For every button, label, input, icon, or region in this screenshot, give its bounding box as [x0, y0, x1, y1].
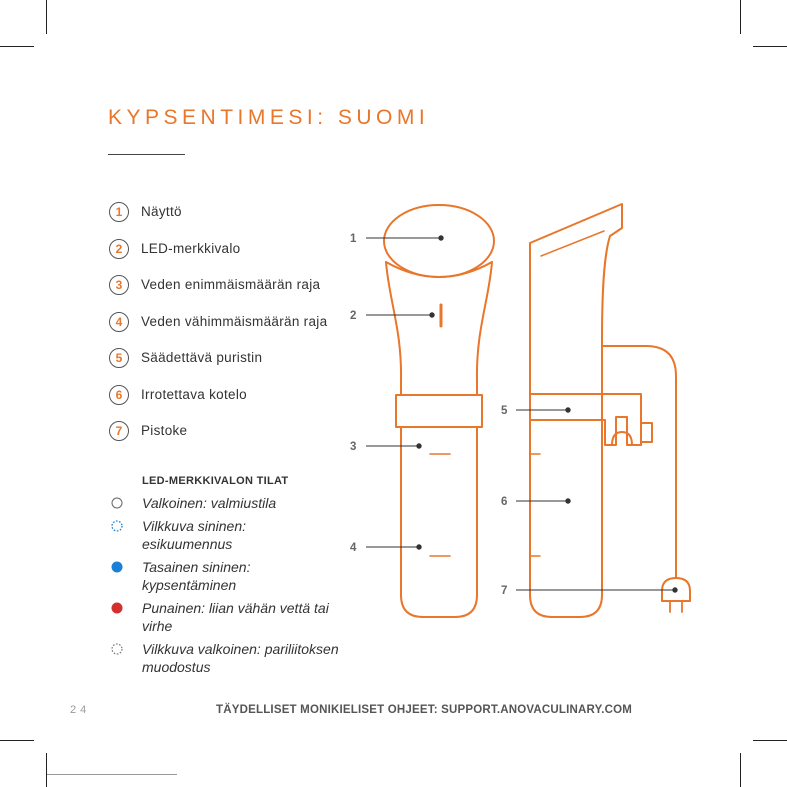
- callout-4: 4: [350, 542, 357, 554]
- led-state-text: Punainen: liian vähän vettä tai virhe: [142, 600, 329, 634]
- number-badge: 6: [109, 385, 129, 405]
- callout-1: 1: [350, 233, 357, 245]
- callout-5: 5: [501, 405, 508, 417]
- led-state-text: Tasainen sininen: kypsentäminen: [142, 559, 251, 593]
- page-number: 24: [70, 704, 91, 716]
- legend-label: Veden enimmäismäärän raja: [141, 277, 321, 292]
- number-badge: 7: [109, 421, 129, 441]
- led-states-title: LED-MERKKIVALON TILAT: [142, 475, 289, 487]
- legend-label: Säädettävä puristin: [141, 350, 263, 365]
- number-badge: 1: [109, 202, 129, 222]
- clamp-front: [396, 395, 482, 427]
- legend-label: Irrotettava kotelo: [141, 386, 247, 402]
- legend-label: Näyttö: [141, 204, 182, 219]
- power-cord: [602, 346, 676, 578]
- number-badge: 5: [109, 348, 129, 368]
- led-state-text: Vilkkuva sininen: esikuumennus: [142, 518, 247, 552]
- callout-2: 2: [350, 310, 357, 322]
- callout-3: 3: [350, 441, 357, 453]
- clamp-side: [530, 394, 641, 445]
- number-badge: 2: [109, 239, 129, 259]
- legend-label: Pistoke: [141, 423, 188, 438]
- page-title: KYPSENTIMESI: SUOMI: [108, 106, 430, 129]
- led-state-text: Valkoinen: valmiustila: [142, 495, 277, 511]
- led-state-text: Vilkkuva valkoinen: pariliitoksen muodostus: [142, 641, 339, 675]
- footer-support-url: TÄYDELLISET MONIKIELISET OHJEET: SUPPORT.ANOVACULINARY.COM: [216, 704, 633, 716]
- legend-label: LED-merkkivalo: [141, 240, 241, 256]
- legend-label: Veden vähimmäismäärän raja: [141, 313, 328, 329]
- callout-6: 6: [501, 496, 508, 508]
- number-badge: 4: [109, 312, 129, 332]
- clamp-knob: [641, 423, 652, 442]
- callout-7: 7: [501, 585, 508, 597]
- display-cap: [384, 205, 494, 277]
- number-badge: 3: [109, 275, 129, 295]
